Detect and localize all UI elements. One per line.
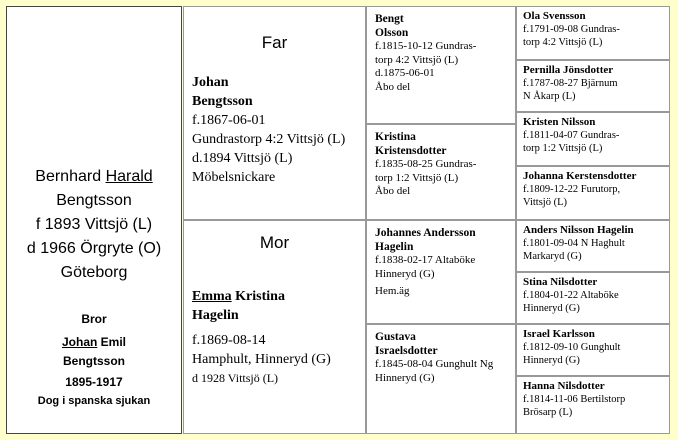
grandparent-line: f.1815-10-12 Gundras- — [375, 40, 477, 52]
grandparent-surname: Olsson — [375, 26, 409, 39]
great-grandparent-line: Brösarp (L) — [523, 407, 573, 418]
grandparent-line: Hinneryd (G) — [375, 267, 435, 280]
great-grandparent-line: f.1811-04-07 Gundras- — [523, 130, 620, 141]
great-grandparent-line: Hinneryd (G) — [523, 303, 580, 314]
subject-call-name: Harald — [105, 168, 153, 185]
grandparent-line: torp 1:2 Vittsjö (L) — [375, 171, 459, 184]
great-grandparent-line: f.1809-12-22 Furutorp, — [523, 184, 621, 195]
mother-info — [192, 287, 331, 388]
subject-born-year: 1893 — [44, 216, 81, 233]
sibling-call-name: Johan — [61, 335, 98, 349]
grandparent-surname: Hagelin — [375, 240, 414, 253]
great-grandparent-line: Markaryd (G) — [523, 251, 582, 262]
grandparent-box — [366, 324, 516, 434]
great-grandparent-line: f.1812-09-10 Gunghult — [523, 342, 621, 353]
great-grandparent-name: Israel Karlsson — [523, 328, 595, 340]
mother-died: d 1928 Vittsjö (L) — [192, 371, 279, 385]
grandparent-line: Åbo del — [375, 185, 411, 197]
great-grandparent-name: Kristen Nilsson — [523, 116, 596, 128]
grandparent-line: torp 4:2 Vittsjö (L) — [375, 53, 459, 66]
sibling-details — [7, 310, 181, 411]
mother-surname: Hagelin — [192, 308, 239, 323]
mother-born: f.1869-08-14 — [192, 333, 266, 348]
great-grandparent-name: Anders Nilsson Hagelin — [523, 224, 634, 236]
great-grandparent-line: N Åkarp (L) — [523, 91, 576, 102]
subject-born-place: Vittsjö (L) — [84, 216, 153, 233]
great-grandparent-name: Hanna Nilsdotter — [523, 380, 605, 392]
great-grandparent-box — [516, 60, 670, 112]
great-grandparent-line: Vittsjö (L) — [523, 197, 567, 208]
grandparent-line: f.1835-08-25 Gundras- — [375, 158, 477, 170]
grandparent-name: Gustava — [375, 331, 416, 343]
great-grandparent-line: f.1791-09-08 Gundras- — [523, 24, 620, 35]
great-grandparent-line: f.1804-01-22 Altaböke — [523, 290, 619, 301]
great-grandparent-box — [516, 376, 670, 434]
great-grandparent-line: f.1801-09-04 N Haghult — [523, 238, 625, 249]
grandparent-line: f.1845-08-04 Gunghult Ng — [375, 358, 494, 370]
father-died: d.1894 Vittsjö (L) — [192, 151, 293, 166]
great-grandparent-name: Ola Svensson — [523, 10, 586, 22]
grandparent-line: d.1875-06-01 — [375, 67, 435, 79]
great-grandparent-line: f.1787-08-27 Bjärnum — [523, 78, 618, 89]
grandparent-line: Hinneryd (G) — [375, 371, 435, 384]
great-grandparent-line: f.1814-11-06 Bertilstorp — [523, 394, 626, 405]
grandparent-line: Hem.äg — [375, 285, 410, 297]
father-first-name: Johan — [192, 75, 229, 90]
mother-place: Hamphult, Hinneryd (G) — [192, 352, 331, 367]
father-role: Far — [261, 33, 288, 52]
great-grandparent-line: Hinneryd (G) — [523, 355, 580, 366]
great-grandparent-name: Pernilla Jönsdotter — [523, 64, 614, 76]
sibling-middle-name: Emil — [100, 335, 127, 349]
father-occupation: Möbelsnickare — [192, 170, 276, 185]
grandparent-line: Åbo del — [375, 80, 411, 93]
sibling-surname: Bengtsson — [62, 354, 125, 368]
father-surname: Bengtsson — [192, 94, 253, 109]
mother-role: Mor — [259, 233, 290, 252]
subject-born-prefix: f — [35, 216, 41, 233]
father-box — [183, 6, 366, 220]
sibling-years: 1895-1917 — [65, 375, 123, 389]
grandparent-line: f.1838-02-17 Altaböke — [375, 254, 476, 266]
mother-box — [183, 220, 366, 434]
subject-died — [7, 237, 181, 261]
great-grandparent-line: torp 1:2 Vittsjö (L) — [523, 143, 603, 154]
grandparent-name: Kristina — [375, 131, 416, 143]
great-grandparent-name: Johanna Kerstensdotter — [523, 170, 637, 182]
subject-died-place: Örgryte (O) — [80, 240, 162, 257]
father-info — [192, 73, 345, 187]
mother-middle-name: Kristina — [235, 289, 285, 304]
sibling-heading: Bror — [81, 312, 107, 326]
father-born: f.1867-06-01 — [192, 113, 266, 128]
sibling-name-line — [7, 333, 181, 352]
grandparent-box — [366, 220, 516, 324]
grandparent-box — [366, 6, 516, 124]
grandparent-name: Bengt — [375, 13, 404, 25]
subject-died-prefix: d — [26, 240, 36, 257]
subject-details — [7, 165, 181, 285]
mother-call-name: Emma — [192, 289, 232, 304]
great-grandparent-name: Stina Nilsdotter — [523, 276, 598, 288]
subject-city: Göteborg — [60, 264, 128, 281]
great-grandparent-box — [516, 6, 670, 60]
grandparent-name: Johannes Andersson — [375, 227, 476, 239]
subject-died-year: 1966 — [40, 240, 76, 257]
grandparent-surname: Kristensdotter — [375, 144, 447, 157]
great-grandparent-line: torp 4:2 Vittsjö (L) — [523, 37, 603, 48]
great-grandparent-box — [516, 324, 670, 376]
subject-surname: Bengtsson — [56, 192, 132, 209]
subject-born — [7, 213, 181, 237]
subject-name-line — [7, 165, 181, 189]
great-grandparent-box — [516, 166, 670, 220]
great-grandparent-box — [516, 220, 670, 272]
great-grandparent-box — [516, 272, 670, 324]
grandparent-surname: Israelsdotter — [375, 344, 438, 357]
subject-first-name: Bernhard — [35, 168, 102, 185]
father-place: Gundrastorp 4:2 Vittsjö (L) — [192, 132, 346, 147]
great-grandparent-box — [516, 112, 670, 166]
subject-box — [6, 6, 182, 434]
sibling-note: Dog i spanska sjukan — [37, 395, 151, 407]
grandparent-box — [366, 124, 516, 220]
